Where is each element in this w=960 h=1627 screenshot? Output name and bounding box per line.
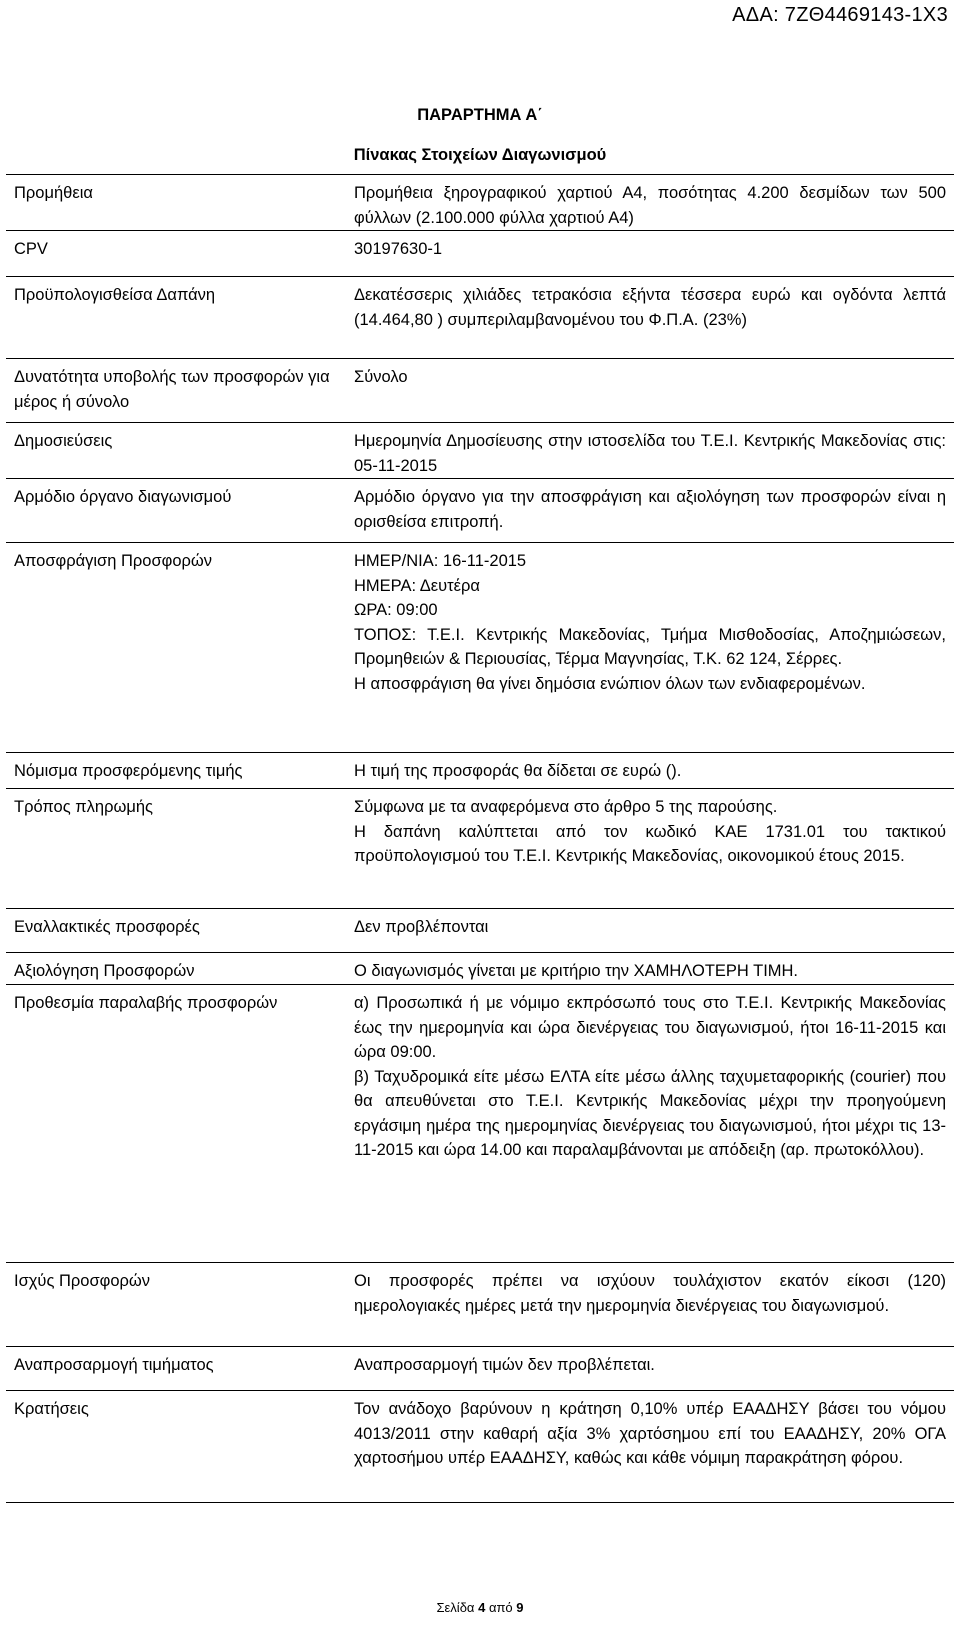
row-label: Δημοσιεύσεις	[6, 423, 346, 479]
table-row	[6, 985, 954, 1263]
table-row	[6, 1263, 954, 1347]
row-value-line: ΗΜΕΡΑ: Δευτέρα	[354, 576, 480, 595]
row-value-line: Η τιμή της προσφοράς θα δίδεται σε ευρώ ().	[354, 762, 682, 780]
row-label: Εναλλακτικές προσφορές	[6, 909, 346, 953]
table-row	[6, 1391, 954, 1503]
row-label: Αναπροσαρμογή τιμήματος	[6, 1347, 346, 1391]
row-label: Αξιολόγηση Προσφορών	[6, 953, 346, 985]
annex-subtitle: Πίνακας Στοιχείων Διαγωνισμού	[353, 146, 607, 164]
row-value	[346, 985, 954, 1263]
row-label: Κρατήσεις	[6, 1391, 346, 1503]
row-value-line: ΩΡΑ: 09:00	[354, 601, 438, 619]
row-value	[346, 359, 954, 423]
table-row	[6, 359, 954, 423]
page-footer	[0, 1600, 960, 1615]
row-value	[346, 1391, 954, 1503]
row-value-line: β) Ταχυδρομικά είτε μέσω ΕΛΤΑ είτε μέσω άλλης ταχυμεταφορικής (courier) που θα απευθύνεται στο Τ.Ε.Ι. Κεντρικής Μακεδονίας μέχρι την προηγούμενη εργάσιμη ημέρα της ημερομηνίας διενέργειας του διαγωνισμού, ήτοι μέχρι τις 13-11-2015 και ώρα 14.00 και παραλαμβάνονται με απόδειξη (αρ. πρωτοκόλλου).	[354, 1067, 946, 1159]
row-label: Τρόπος πληρωμής	[6, 789, 346, 909]
row-value-line: Η δαπάνη καλύπτεται από τον κωδικό ΚΑΕ 1731.01 του τακτικού προϋπολογισμού του Τ.Ε.Ι. Κεντρικής Μακεδονίας, οικονομικού έτους 2015.	[354, 822, 946, 865]
row-value	[346, 423, 954, 479]
table-row	[6, 543, 954, 753]
table-row	[6, 175, 954, 231]
table-row	[6, 1347, 954, 1391]
footer-prefix: Σελίδα	[436, 1600, 475, 1615]
table-row	[6, 789, 954, 909]
row-label: Προθεσμία παραλαβής προσφορών	[6, 985, 346, 1263]
row-value-line: Οι προσφορές πρέπει να ισχύουν τουλάχιστον εκατόν είκοσι (120) ημερολογιακές ημέρες μετά την ημερομηνία διενέργειας του διαγωνισμού.	[354, 1272, 946, 1315]
row-value-line: Τον ανάδοχο βαρύνουν η κράτηση 0,10% υπέρ ΕΑΑΔΗΣΥ βάσει του νόμου 4013/2011 στην καθαρή αξία 3% χαρτόσημου επί του ΕΑΑΔΗΣΥ, 20% ΟΓΑ χαρτοσήμου υπέρ ΕΑΑΔΗΣΥ, καθώς και κάθε νόμιμη παρακράτηση φόρου.	[354, 1400, 946, 1467]
row-value	[346, 1263, 954, 1347]
row-value-line: ΤΟΠΟΣ: Τ.Ε.Ι. Κεντρικής Μακεδονίας, Τμήμα Μισθοδοσίας, Αποζημιώσεων, Προμηθειών & Περιουσίας, Τέρμα Μαγνησίας, Τ.Κ. 62 124, Σέρρες.	[354, 625, 946, 668]
row-label: Δυνατότητα υποβολής των προσφορών για μέρος ή σύνολο	[6, 359, 346, 423]
row-label: CPV	[6, 231, 346, 277]
table-row	[6, 423, 954, 479]
footer-middle: από	[488, 1600, 513, 1615]
row-value-line: Σύνολο	[354, 368, 408, 386]
ada-code: ΑΔΑ: 7ΖΘ4469143-1Χ3	[732, 4, 948, 26]
table-row	[6, 479, 954, 543]
row-label: Προϋπολογισθείσα Δαπάνη	[6, 277, 346, 359]
table-row	[6, 231, 954, 277]
row-value-line: Προμήθεια ξηρογραφικού χαρτιού Α4, ποσότητας 4.200 δεσμίδων των 500 φύλλων (2.100.000 φύλλα χαρτιού Α4)	[354, 184, 946, 227]
row-label: Αποσφράγιση Προσφορών	[6, 543, 346, 753]
row-label: Ισχύς Προσφορών	[6, 1263, 346, 1347]
row-value-line: Αναπροσαρμογή τιμών δεν προβλέπεται.	[354, 1356, 655, 1374]
table-row	[6, 753, 954, 789]
row-value	[346, 479, 954, 543]
row-value	[346, 1347, 954, 1391]
annex-title: ΠΑΡΑΡΤΗΜΑ Α΄	[417, 106, 543, 124]
row-label: Αρμόδιο όργανο διαγωνισμού	[6, 479, 346, 543]
row-value-line: Αρμόδιο όργανο για την αποσφράγιση και αξιολόγηση των προσφορών είναι η ορισθείσα επιτροπή.	[354, 488, 946, 531]
table-row	[6, 953, 954, 985]
row-value-line: Η αποσφράγιση θα γίνει δημόσια ενώπιον όλων των ενδιαφερομένων.	[354, 674, 866, 693]
row-value	[346, 175, 954, 231]
footer-page: 4	[478, 1600, 486, 1615]
row-value	[346, 789, 954, 909]
row-value	[346, 231, 954, 277]
row-value	[346, 753, 954, 789]
row-value-line: ΗΜΕΡ/ΝΙΑ: 16-11-2015	[354, 552, 527, 570]
row-value-line: Ο διαγωνισμός γίνεται με κριτήριο την ΧΑΜΗΛΟΤΕΡΗ ΤΙΜΗ.	[354, 962, 799, 980]
row-value-line: α) Προσωπικά ή με νόμιμο εκπρόσωπό τους στο Τ.Ε.Ι. Κεντρικής Μακεδονίας έως την ημερομηνία και ώρα διενέργειας του διαγωνισμού, ήτοι 16-11-2015 και ώρα 09:00.	[354, 994, 946, 1061]
row-value	[346, 909, 954, 953]
tender-details-table	[6, 174, 954, 1503]
row-label: Νόμισμα προσφερόμενης τιμής	[6, 753, 346, 789]
row-value	[346, 277, 954, 359]
row-value-line: Δεν προβλέπονται	[354, 918, 489, 936]
row-value	[346, 953, 954, 985]
row-value-line: Ημερομηνία Δημοσίευσης στην ιστοσελίδα του Τ.Ε.Ι. Κεντρικής Μακεδονίας στις: 05-11-2015	[354, 432, 946, 475]
row-value-line: Σύμφωνα με τα αναφερόμενα στο άρθρο 5 της παρούσης.	[354, 798, 778, 816]
row-value-line: Δεκατέσσερις χιλιάδες τετρακόσια εξήντα τέσσερα ευρώ και ογδόντα λεπτά (14.464,80 ) συμπεριλαμβανομένου του Φ.Π.Α. (23%)	[354, 286, 946, 329]
table-row	[6, 909, 954, 953]
table-row	[6, 277, 954, 359]
footer-total: 9	[516, 1600, 524, 1615]
row-label: Προμήθεια	[6, 175, 346, 231]
row-value	[346, 543, 954, 753]
row-value-line: 30197630-1	[354, 240, 443, 258]
